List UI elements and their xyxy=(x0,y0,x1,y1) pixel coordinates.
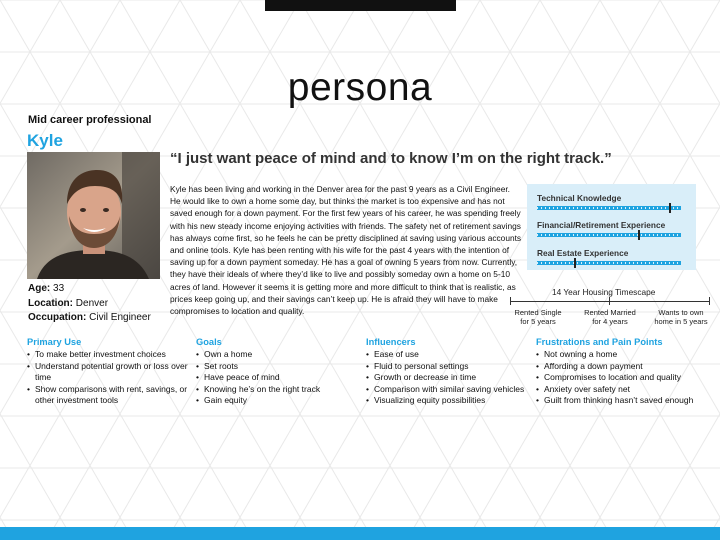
list-item: • Growth or decrease in time xyxy=(366,372,531,384)
list-item: • Gain equity xyxy=(196,395,361,407)
skill-level-marker xyxy=(669,203,671,213)
list-item: • Not owning a home xyxy=(536,349,701,361)
list-item: • Set roots xyxy=(196,361,361,373)
section-frustrations xyxy=(536,337,701,407)
persona-facts xyxy=(28,282,151,326)
list-item: • Comparison with similar saving vehicles xyxy=(366,384,531,396)
page-title: persona xyxy=(287,66,433,109)
persona-quote: “I just want peace of mind and to know I’m on the right track.” xyxy=(170,150,612,167)
location-row xyxy=(28,297,151,312)
bottom-bar xyxy=(0,527,720,540)
skill-technical-knowledge xyxy=(537,193,687,203)
skill-bar xyxy=(537,261,681,265)
section-goals xyxy=(196,337,361,407)
skill-real-estate-experience xyxy=(537,248,687,258)
list-item: • Affording a down payment xyxy=(536,361,701,373)
top-bar xyxy=(265,0,456,11)
list-item: • Visualizing equity possibilities xyxy=(366,395,531,407)
list-item: • Anxiety over safety net xyxy=(536,384,701,396)
section-list xyxy=(366,349,531,407)
occupation-row xyxy=(28,311,151,326)
skills-panel xyxy=(527,184,696,270)
timeline-tick xyxy=(609,297,610,305)
skill-label: Real Estate Experience xyxy=(537,248,629,258)
skill-financial-retirement-experience xyxy=(537,220,687,230)
housing-timeline xyxy=(510,297,710,327)
persona-bio: Kyle has been living and working in the Denver area for the past 9 years as a Civil Engineer. He would like to own a home some day, but thinks the market is too expensive and has not saved enough for a down payment. For the first few years of his career, he was spending freely with his new steady income enjoying activities with friends. The safety net of retirement savings has always come first, so he feels he can be pretty disciplined at saving using various accounts and online tools. Kyle has been renting with his wife for the past 4 years with the intention of saving up for a down payment someday. He has a goal of owning 5 years from now. Currently, they have their ideals of where they’d like to live and possibly someday own a home on 5-10 acres of land. However it seems it is getting more and more difficult to think that is realistic, as prices keep going up, and their savings can’t keep up. He is afraid they will have to make compromises to location and quality. xyxy=(170,184,522,317)
age-row xyxy=(28,282,151,297)
timeline-tick xyxy=(709,297,710,305)
occupation-value: Civil Engineer xyxy=(89,312,151,323)
occupation-label: Occupation: xyxy=(28,312,87,323)
timeline-label-rented-single: Rented Single for 5 years xyxy=(514,308,562,326)
list-item: • To make better investment choices xyxy=(27,349,192,361)
section-list xyxy=(196,349,361,407)
location-value: Denver xyxy=(75,297,109,309)
skill-level-marker xyxy=(638,230,640,240)
persona-name: Kyle xyxy=(27,131,63,150)
section-list xyxy=(536,349,701,407)
age-value: 33 xyxy=(53,283,65,294)
persona-subtitle: Mid career professional xyxy=(28,114,152,126)
timeline-tick xyxy=(510,297,511,305)
skill-label: Technical Knowledge xyxy=(537,193,622,203)
section-heading: Influencers xyxy=(366,337,416,347)
section-list xyxy=(27,349,192,407)
list-item: • Guilt from thinking hasn’t saved enough xyxy=(536,395,701,407)
timeline-label-wants-to-own: Wants to own home in 5 years xyxy=(654,308,708,326)
list-item: • Understand potential growth or loss over time xyxy=(27,361,192,384)
timeline-label-rented-married: Rented Married for 4 years xyxy=(584,308,636,326)
section-heading: Primary Use xyxy=(27,337,82,347)
section-heading: Frustrations and Pain Points xyxy=(536,337,663,347)
list-item: • Compromises to location and quality xyxy=(536,372,701,384)
age-label: Age: xyxy=(28,283,51,294)
skill-bar xyxy=(537,206,681,210)
skill-level-marker xyxy=(574,258,576,268)
timeline-title: 14 Year Housing Timescape xyxy=(552,287,656,297)
section-heading: Goals xyxy=(196,337,222,347)
persona-photo xyxy=(27,152,160,279)
timeline-axis xyxy=(510,301,710,302)
list-item: • Own a home xyxy=(196,349,361,361)
section-primary-use xyxy=(27,337,192,407)
skill-bar xyxy=(537,233,681,237)
skill-label: Financial/Retirement Experience xyxy=(537,220,666,230)
list-item: • Show comparisons with rent, savings, or other investment tools xyxy=(27,384,192,407)
location-label: Location: xyxy=(28,297,73,309)
list-item: • Have peace of mind xyxy=(196,372,361,384)
list-item: • Knowing he’s on the right track xyxy=(196,384,361,396)
list-item: • Ease of use xyxy=(366,349,531,361)
section-influencers xyxy=(366,337,531,407)
list-item: • Fluid to personal settings xyxy=(366,361,531,373)
